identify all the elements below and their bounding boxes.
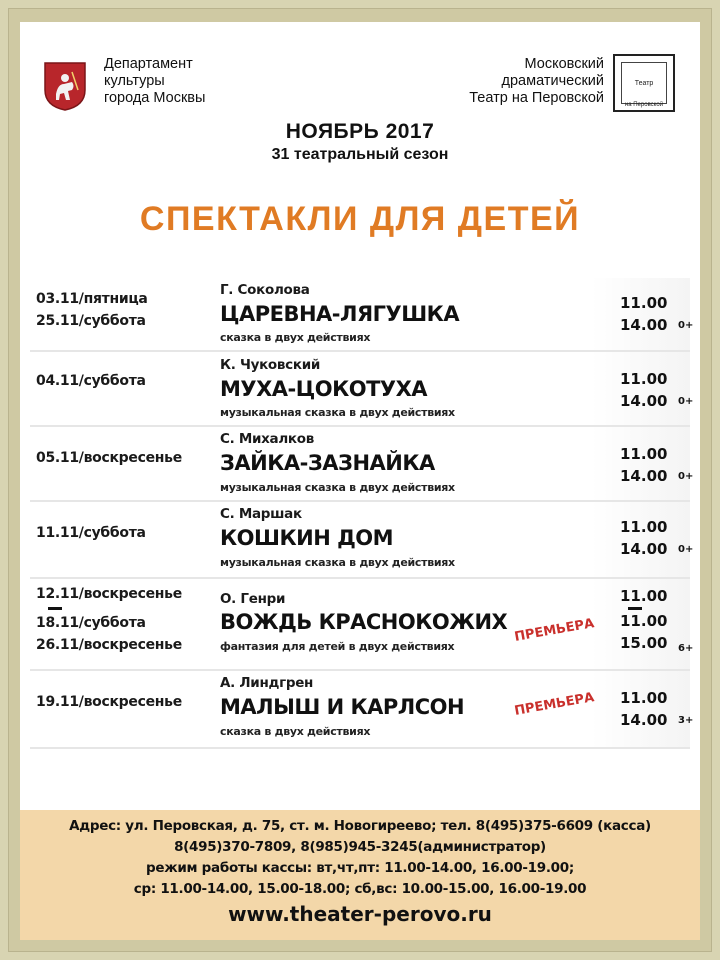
play-title: МУХА-ЦОКОТУХА bbox=[220, 377, 428, 401]
play-author: А. Линдгрен bbox=[220, 675, 314, 691]
theatre-line-3: Театр на Перовской bbox=[469, 90, 604, 106]
schedule-row bbox=[30, 352, 694, 427]
date-entry: 25.11/суббота bbox=[36, 313, 146, 329]
row-dates bbox=[36, 370, 146, 392]
showtime: 11.00 bbox=[620, 294, 668, 312]
row-dates bbox=[36, 691, 182, 713]
date-entry: 26.11/воскресенье bbox=[36, 637, 182, 653]
row-times bbox=[620, 585, 667, 654]
play-author: С. Михалков bbox=[220, 431, 315, 447]
schedule-table bbox=[30, 278, 694, 749]
showtime: 11.00 bbox=[620, 587, 668, 605]
play-author: О. Генри bbox=[220, 591, 286, 607]
showtime: 14.00 bbox=[620, 467, 668, 485]
showtime: 11.00 bbox=[620, 612, 668, 630]
play-genre: музыкальная сказка в двух действиях bbox=[220, 556, 455, 569]
play-title: ЗАЙКА-ЗАЗНАЙКА bbox=[220, 451, 435, 475]
box-office-hours: режим работы кассы: вт,чт,пт: 11.00-14.00, 16.00-19.00; bbox=[146, 860, 574, 876]
play-genre: сказка в двух действиях bbox=[220, 725, 371, 738]
moscow-coat-of-arms-icon bbox=[42, 60, 88, 112]
row-times bbox=[620, 292, 667, 336]
poster bbox=[20, 22, 700, 940]
play-genre: музыкальная сказка в двух действиях bbox=[220, 481, 455, 494]
premiere-badge: ПРЕМЬЕРА bbox=[513, 690, 596, 719]
row-times bbox=[620, 516, 667, 560]
play-genre: фантазия для детей в двух действиях bbox=[220, 640, 455, 653]
date-separator bbox=[48, 607, 62, 610]
theatre-logo-caption: на Перовской bbox=[624, 102, 664, 108]
play-author: Г. Соколова bbox=[220, 282, 310, 298]
date-entry: 18.11/суббота bbox=[36, 615, 146, 631]
website-link[interactable]: www.theater-perovo.ru bbox=[228, 902, 492, 926]
schedule-row bbox=[30, 502, 694, 579]
theatre-logo-text: Театр bbox=[621, 62, 667, 104]
showtime: 11.00 bbox=[620, 689, 668, 707]
section-title: СПЕКТАКЛИ ДЛЯ ДЕТЕЙ bbox=[139, 200, 581, 238]
schedule-row bbox=[30, 427, 694, 502]
row-dates bbox=[36, 447, 182, 469]
play-author: К. Чуковский bbox=[220, 357, 321, 373]
age-rating: 0+ bbox=[678, 396, 694, 407]
phone-line: 8(495)370-7809, 8(985)945-3245(администратор) bbox=[174, 839, 546, 855]
showtime: 14.00 bbox=[620, 316, 668, 334]
showtime: 14.00 bbox=[620, 711, 668, 729]
department-name bbox=[104, 56, 205, 107]
box-office-hours-weekend: ср: 11.00-14.00, 15.00-18.00; сб,вс: 10.00-15.00, 16.00-19.00 bbox=[133, 881, 587, 897]
date-entry: 04.11/суббота bbox=[36, 373, 146, 389]
age-rating: 3+ bbox=[678, 715, 694, 726]
department-line-2: культуры bbox=[104, 73, 165, 89]
row-dates bbox=[36, 288, 148, 332]
showtime: 14.00 bbox=[620, 540, 668, 558]
age-rating: 0+ bbox=[678, 544, 694, 555]
row-dates bbox=[36, 583, 182, 656]
row-times bbox=[620, 687, 667, 731]
date-entry: 11.11/суббота bbox=[36, 525, 146, 541]
premiere-badge: ПРЕМЬЕРА bbox=[513, 616, 596, 645]
theatre-line-1: Московский bbox=[524, 56, 604, 72]
age-rating: 0+ bbox=[678, 320, 694, 331]
contact-footer bbox=[20, 810, 700, 940]
schedule-row bbox=[30, 671, 694, 749]
row-times bbox=[620, 443, 667, 487]
department-line-3: города Москвы bbox=[104, 90, 206, 106]
showtime: 11.00 bbox=[620, 370, 668, 388]
schedule-row bbox=[30, 278, 694, 352]
department-line-1: Департамент bbox=[104, 56, 193, 72]
showtime: 15.00 bbox=[620, 634, 668, 652]
month-title: НОЯБРЬ 2017 bbox=[285, 120, 435, 143]
poster-header bbox=[20, 22, 700, 238]
play-author: С. Маршак bbox=[220, 506, 302, 522]
age-rating: 0+ bbox=[678, 471, 694, 482]
play-title: ЦАРЕВНА-ЛЯГУШКА bbox=[220, 302, 460, 326]
play-title: ВОЖДЬ КРАСНОКОЖИХ bbox=[220, 610, 508, 634]
theatre-line-2: драматический bbox=[501, 73, 604, 89]
showtime: 14.00 bbox=[620, 392, 668, 410]
play-genre: сказка в двух действиях bbox=[220, 331, 371, 344]
theatre-name bbox=[469, 56, 604, 107]
showtime: 11.00 bbox=[620, 445, 668, 463]
address-line: Адрес: ул. Перовская, д. 75, ст. м. Новогиреево; тел. 8(495)375-6609 (касса) bbox=[69, 818, 651, 834]
row-times bbox=[620, 368, 667, 412]
play-title: КОШКИН ДОМ bbox=[220, 526, 394, 550]
date-entry: 03.11/пятница bbox=[36, 291, 148, 307]
row-dates bbox=[36, 522, 146, 544]
age-rating: 6+ bbox=[678, 643, 694, 654]
play-genre: музыкальная сказка в двух действиях bbox=[220, 406, 455, 419]
season-subtitle: 31 театральный сезон bbox=[271, 146, 449, 163]
date-entry: 12.11/воскресенье bbox=[36, 586, 182, 602]
play-title: МАЛЫШ И КАРЛСОН bbox=[220, 695, 465, 719]
theatre-logo-icon bbox=[613, 54, 675, 112]
schedule-row bbox=[30, 579, 694, 671]
showtime: 11.00 bbox=[620, 518, 668, 536]
date-entry: 19.11/воскресенье bbox=[36, 694, 182, 710]
date-entry: 05.11/воскресенье bbox=[36, 450, 182, 466]
